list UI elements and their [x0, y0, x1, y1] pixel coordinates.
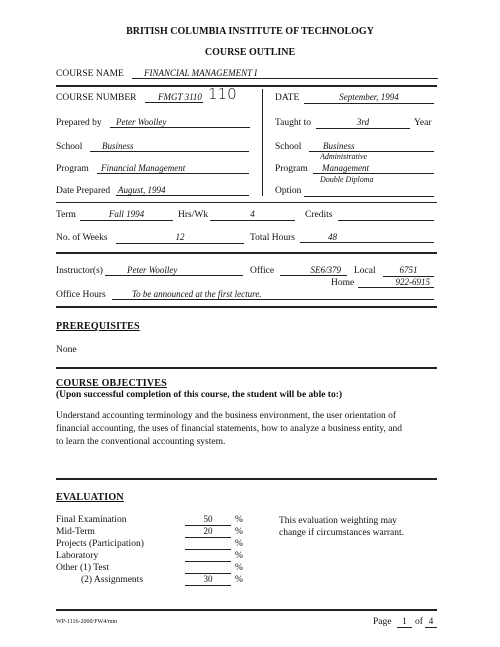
eval-row-unit: %	[235, 551, 243, 561]
taught-to-value: 3rd	[316, 117, 410, 129]
school-label: School	[56, 142, 83, 152]
eval-row-label: (2) Assignments	[81, 575, 144, 585]
weeks-label: No. of Weeks	[56, 233, 108, 243]
date-value: September, 1994	[304, 92, 434, 104]
office-hours-label: Office Hours	[56, 290, 106, 300]
objectives-line: to learn the conventional accounting system.	[56, 437, 226, 447]
prepared-by-value: Peter Woolley	[110, 117, 250, 128]
eval-row-value	[185, 538, 231, 550]
taught-to-label: Taught to	[275, 118, 312, 128]
course-number-value: FMGT 3110	[145, 92, 203, 103]
eval-row-value	[185, 562, 231, 574]
eval-row-value: 20	[185, 526, 231, 538]
eval-row-label: Mid-Term	[56, 527, 95, 537]
hrs-wk-value: 4	[210, 209, 295, 221]
page-number: 1	[397, 616, 412, 628]
eval-row-label: Other (1) Test	[56, 563, 109, 573]
document-title: COURSE OUTLINE	[204, 47, 296, 58]
eval-row-label: Final Examination	[56, 515, 127, 525]
home-value: 922-6915	[358, 277, 434, 288]
course-name-label: COURSE NAME	[56, 69, 124, 79]
office-label: Office	[250, 266, 275, 276]
total-hours-label: Total Hours	[250, 233, 295, 243]
divider	[56, 85, 437, 87]
option-value	[304, 185, 434, 197]
evaluation-note: change if circumstances warrant.	[279, 528, 405, 538]
institute-name: BRITISH COLUMBIA INSTITUTE OF TECHNOLOGY	[126, 26, 374, 37]
school2-value: Business	[309, 141, 434, 152]
of-label: of	[415, 617, 423, 627]
eval-row-value: 30	[185, 574, 231, 586]
divider	[56, 609, 437, 611]
instructor-label: Instructor(s)	[56, 266, 103, 276]
local-value: 6751	[383, 265, 434, 277]
local-label: Local	[354, 266, 376, 276]
objectives-intro: (Upon successful completion of this course, the student will be able to:)	[56, 390, 343, 400]
divider	[56, 202, 437, 203]
objectives-line: Understand accounting terminology and the business environment, the user orientation of	[56, 411, 397, 421]
weeks-value: 12	[116, 232, 244, 244]
program-value: Financial Management	[97, 163, 249, 174]
page-label: Page	[373, 617, 392, 627]
program2-label: Program	[275, 164, 308, 174]
course-number-label: COURSE NUMBER	[56, 93, 137, 103]
credits-value	[338, 209, 434, 221]
option-label: Option	[275, 186, 302, 196]
eval-row-unit: %	[235, 515, 243, 525]
prerequisites-heading: PREREQUISITES	[56, 321, 140, 332]
divider	[56, 478, 437, 480]
office-value: SE6/379	[280, 265, 347, 276]
total-hours-value: 48	[300, 232, 434, 243]
form-code: WP-1116-2000/FW4/mm	[56, 619, 118, 625]
objectives-heading: COURSE OBJECTIVES	[56, 378, 167, 389]
program2-value: Management	[313, 163, 434, 174]
evaluation-note: This evaluation weighting may	[279, 516, 397, 526]
prepared-by-label: Prepared by	[56, 118, 102, 128]
eval-row-value: 50	[185, 514, 231, 526]
eval-row-unit: %	[235, 539, 243, 549]
divider	[56, 306, 437, 308]
date-prepared-value: August, 1994	[116, 185, 249, 196]
school2-label: School	[275, 142, 302, 152]
program2-bottom: Double Diploma	[320, 175, 374, 184]
column-divider	[262, 89, 263, 196]
total-pages: 4	[425, 616, 437, 628]
year-label: Year	[414, 118, 432, 128]
term-value: Fall 1994	[80, 209, 173, 221]
eval-row-label: Laboratory	[56, 551, 99, 561]
date-prepared-label: Date Prepared	[56, 186, 111, 196]
program-label: Program	[56, 164, 89, 174]
office-hours-value: To be announced at the first lecture.	[112, 289, 434, 300]
divider	[56, 367, 437, 369]
home-label: Home	[331, 278, 355, 288]
school-value: Business	[90, 141, 249, 152]
eval-row-unit: %	[235, 575, 243, 585]
evaluation-heading: EVALUATION	[56, 492, 124, 503]
hrs-wk-label: Hrs/Wk	[178, 210, 209, 220]
term-label: Term	[56, 210, 76, 220]
eval-row-label: Projects (Participation)	[56, 539, 144, 549]
divider	[56, 252, 437, 254]
eval-row-unit: %	[235, 527, 243, 537]
credits-label: Credits	[305, 210, 333, 220]
eval-row-value	[185, 550, 231, 562]
handwritten-number: 110	[208, 85, 237, 103]
prerequisites-value: None	[56, 345, 77, 355]
date-label: DATE	[275, 93, 300, 103]
objectives-line: financial accounting, the uses of financial statements, how to analyze a business entity, and	[56, 424, 403, 434]
eval-row-unit: %	[235, 563, 243, 573]
program2-top: Administrative	[320, 152, 368, 161]
course-name-value: FINANCIAL MANAGEMENT I	[132, 68, 438, 79]
instructor-value: Peter Woolley	[105, 265, 243, 276]
